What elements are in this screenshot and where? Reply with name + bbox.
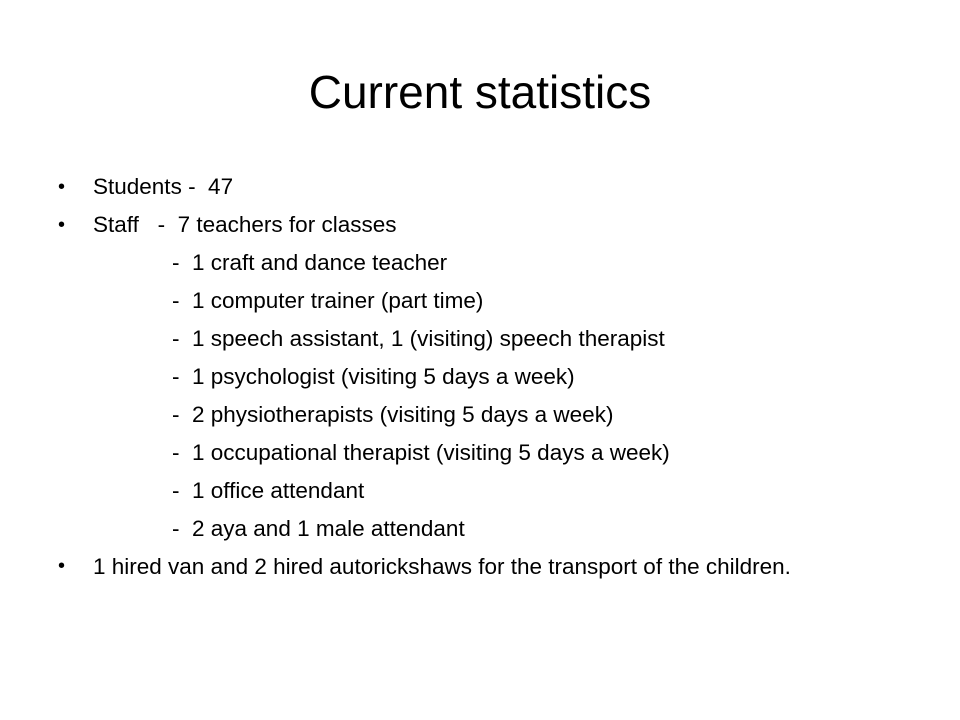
staff-detail-line [58, 358, 918, 396]
staff-detail-text: - 1 speech assistant, 1 (visiting) speech therapist [172, 326, 665, 351]
staff-detail-line [58, 282, 918, 320]
bullet-icon: • [58, 176, 66, 198]
slide-title: Current statistics [308, 66, 652, 118]
staff-detail-text: - 1 psychologist (visiting 5 days a week) [172, 364, 575, 389]
staff-detail-text: - 2 physiotherapists (visiting 5 days a week) [172, 402, 614, 427]
staff-detail-text: - 1 craft and dance teacher [172, 250, 448, 275]
bullet-list [58, 168, 918, 582]
staff-detail-text: - 2 aya and 1 male attendant [172, 516, 465, 541]
staff-detail-line [58, 510, 918, 548]
list-item-text: Students - 47 [93, 174, 234, 199]
list-item-text: Staff - 7 teachers for classes [93, 212, 397, 237]
list-item-students [58, 168, 918, 206]
staff-detail-line [58, 434, 918, 472]
staff-detail-line [58, 320, 918, 358]
staff-detail-line [58, 396, 918, 434]
list-item-text: 1 hired van and 2 hired autorickshaws for the transport of the children. [93, 554, 791, 579]
staff-detail-line [58, 472, 918, 510]
bullet-icon: • [58, 214, 66, 236]
staff-detail-text: - 1 computer trainer (part time) [172, 288, 484, 313]
staff-detail-text: - 1 office attendant [172, 478, 365, 503]
list-item-transport [58, 551, 918, 582]
staff-detail-line [58, 244, 918, 282]
list-item-staff [58, 206, 918, 244]
bullet-icon: • [58, 555, 66, 577]
staff-detail-text: - 1 occupational therapist (visiting 5 days a week) [172, 440, 670, 465]
